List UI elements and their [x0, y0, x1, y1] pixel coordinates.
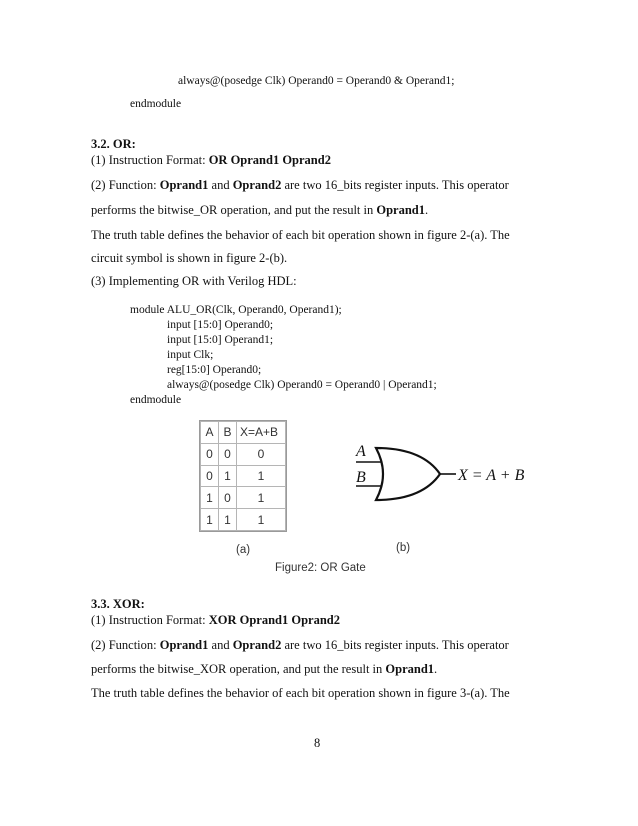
code-line-input-operand0: input [15:0] Operand0; [167, 319, 274, 331]
table-cell: 1 [219, 509, 237, 531]
table-cell: 0 [201, 443, 219, 465]
or-function-line: (2) Function: Oprand1 and Oprand2 are two 16_bits register inputs. This operator [91, 178, 509, 192]
xor-performs-line: performs the bitwise_XOR operation, and put the result in Oprand1. [91, 662, 438, 676]
or-circuit-symbol-line: circuit symbol is shown in figure 2-(b). [91, 251, 288, 265]
table-cell: 1 [201, 487, 219, 509]
table-header-x: X=A+B [237, 422, 286, 444]
or-gate-body [376, 448, 440, 500]
table-row [201, 465, 286, 487]
table-cell: 1 [201, 509, 219, 531]
page-number: 8 [314, 736, 321, 750]
table-cell: 1 [219, 465, 237, 487]
or-truth-table [199, 420, 287, 532]
table-header-b: B [219, 422, 237, 444]
code-line-input-operand1: input [15:0] Operand1; [167, 334, 274, 346]
xor-truth-table-line: The truth table defines the behavior of each bit operation shown in figure 3-(a). The [91, 686, 510, 700]
gate-input-a-label: A [356, 443, 366, 460]
code-line-endmodule-top: endmodule [130, 98, 182, 110]
figure-label-b: (b) [396, 542, 411, 554]
xor-heading: 3.3. XOR: [91, 597, 145, 611]
gate-input-b-label: B [356, 469, 366, 486]
table-cell: 0 [219, 487, 237, 509]
code-line-always-and: always@(posedge Clk) Operand0 = Operand0 & Operand1; [178, 75, 455, 87]
or-heading: 3.2. OR: [91, 137, 136, 151]
or-implementation-line: (3) Implementing OR with Verilog HDL: [91, 274, 297, 288]
table-row [201, 443, 286, 465]
figure-label-a: (a) [236, 544, 251, 556]
table-cell: 0 [237, 443, 286, 465]
gate-output-label: X = A + B [458, 467, 525, 484]
code-line-always-or: always@(posedge Clk) Operand0 = Operand0 | Operand1; [167, 379, 437, 391]
table-cell: 0 [219, 443, 237, 465]
xor-function-line: (2) Function: Oprand1 and Oprand2 are two 16_bits register inputs. This operator [91, 638, 509, 652]
xor-instruction-format: (1) Instruction Format: XOR Oprand1 Oprand2 [91, 613, 340, 627]
table-row [201, 509, 286, 531]
table-row [201, 487, 286, 509]
or-truth-table-line: The truth table defines the behavior of each bit operation shown in figure 2-(a). The [91, 228, 510, 242]
table-cell: 1 [237, 487, 286, 509]
code-line-input-clk: input Clk; [167, 349, 214, 361]
table-cell: 0 [201, 465, 219, 487]
or-gate-symbol [352, 440, 532, 506]
table-cell: 1 [237, 509, 286, 531]
or-instruction-format: (1) Instruction Format: OR Oprand1 Oprand2 [91, 153, 331, 167]
code-line-reg: reg[15:0] Operand0; [167, 364, 262, 376]
or-performs-line: performs the bitwise_OR operation, and put the result in Oprand1. [91, 203, 429, 217]
code-line-module: module ALU_OR(Clk, Operand0, Operand1); [130, 304, 342, 316]
table-header-row [201, 422, 286, 444]
table-cell: 1 [237, 465, 286, 487]
table-header-a: A [201, 422, 219, 444]
figure-caption: Figure2: OR Gate [275, 562, 366, 574]
code-line-endmodule-or: endmodule [130, 394, 182, 406]
